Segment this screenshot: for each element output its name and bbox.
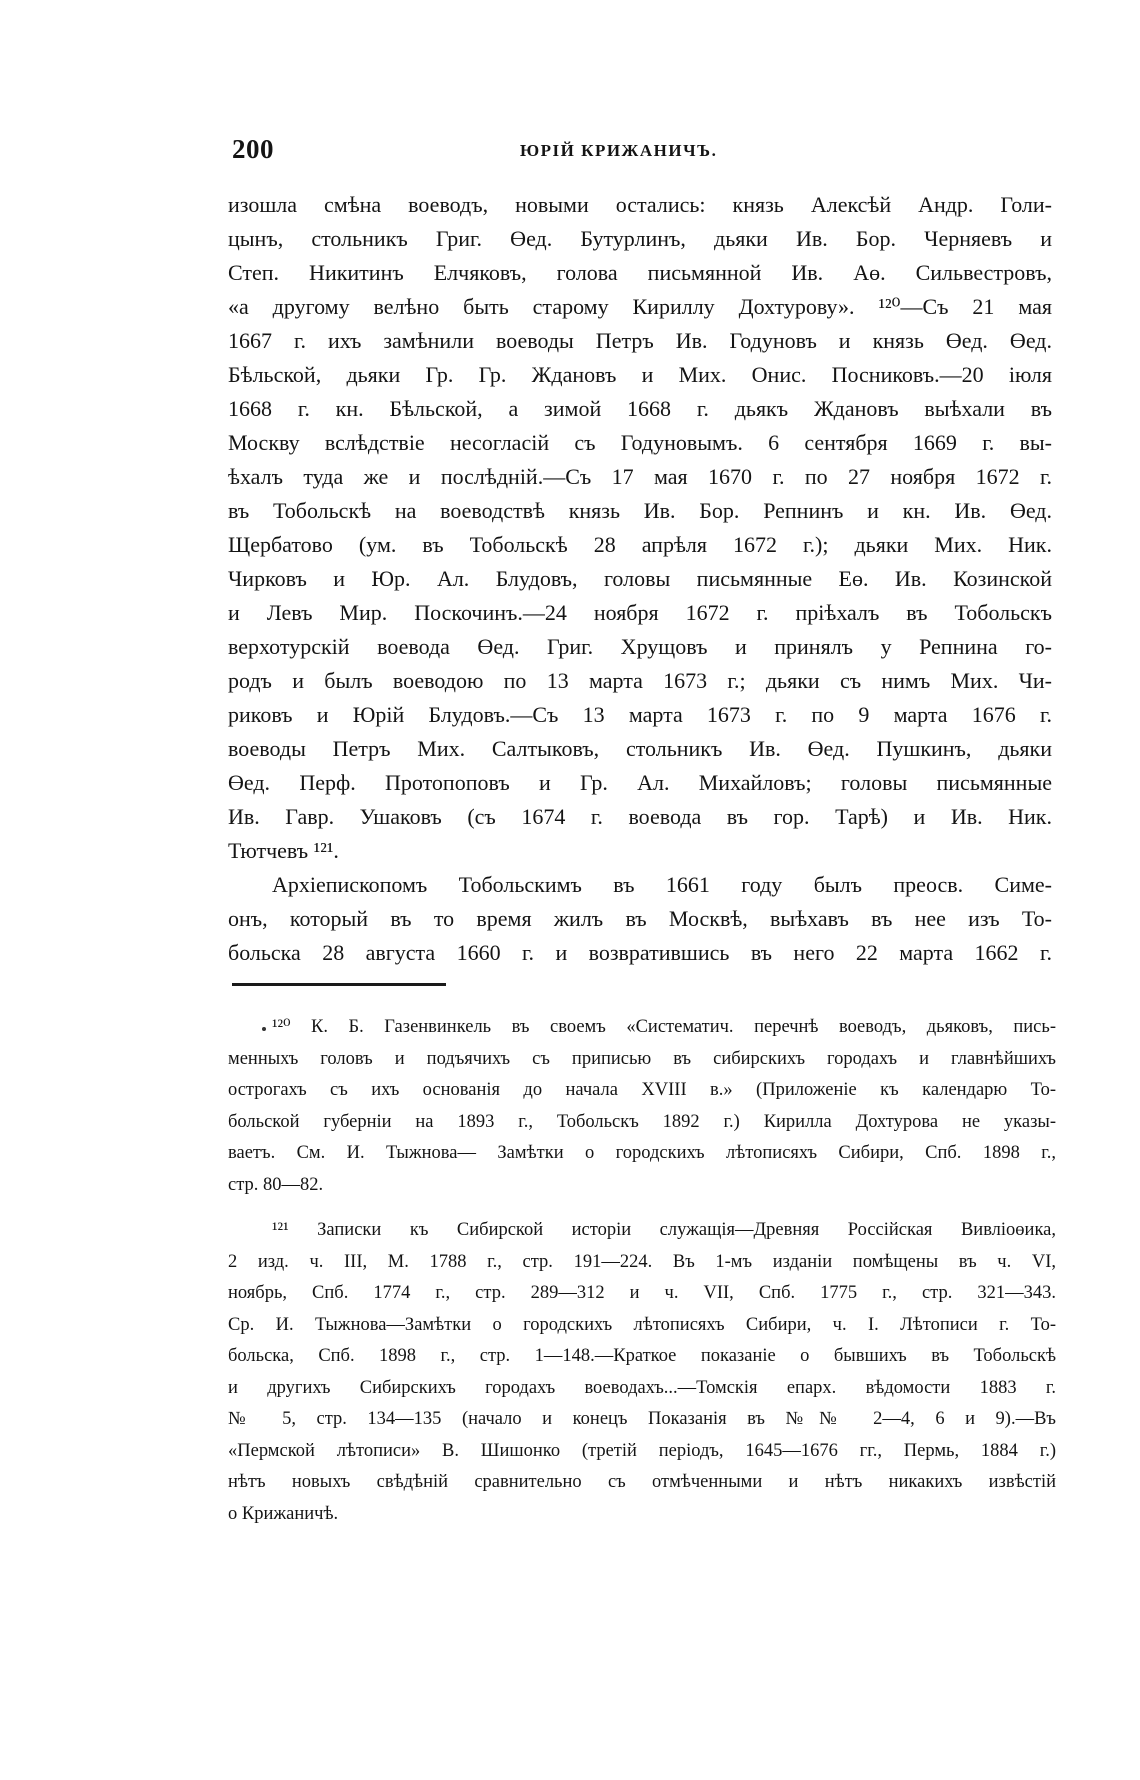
footnote-line: «Пермской лѣтописи» В. Шишонко (третій періодъ, 1645—1676 гг., Пермь, 1884 г.) — [228, 1440, 1056, 1461]
text-line: Чирковъ и Юр. Ал. Блудовъ, головы письмянные Еө. Ив. Козинской — [228, 566, 1052, 591]
footnote-line: больска, Спб. 1898 г., стр. 1—148.—Краткое показаніе о бывшихъ въ Тобольскѣ — [228, 1346, 1056, 1366]
footnote-line: ¹²¹ Записки къ Сибирской исторіи служащія—Древняя Россійская Вивліоөика, — [272, 1220, 1056, 1240]
text-line: больска 28 августа 1660 г. и возвратившись въ него 22 марта 1662 г. — [228, 940, 1052, 965]
text-line: 1667 г. ихъ замѣнили воеводы Петръ Ив. Годуновъ и князь Өед. Өед. — [228, 328, 1052, 353]
footnote-line: острогахъ съ ихъ основанія до начала XVIII в.» (Приложеніе къ календарю То- — [228, 1080, 1056, 1100]
text-line: Москву вслѣдствіе несогласій съ Годуновымъ. 6 сентября 1669 г. вы- — [228, 430, 1052, 455]
text-line: Ив. Гавр. Ушаковъ (съ 1674 г. воевода въ гор. Тарѣ) и Ив. Ник. — [228, 804, 1052, 829]
footnote-line: ваетъ. См. И. Тыжнова— Замѣтки о городскихъ лѣтописяхъ Сибири, Спб. 1898 г., — [228, 1143, 1056, 1163]
text-line: Бѣльской, дьяки Гр. Гр. Ждановъ и Мих. Онис. Посниковъ.—20 іюля — [228, 362, 1052, 387]
text-line: Щербатово (ум. въ Тобольскѣ 28 апрѣля 1672 г.); дьяки Мих. Ник. — [228, 532, 1052, 557]
text-line: Өед. Перф. Протопоповъ и Гр. Ал. Михайловъ; головы письмянные — [228, 770, 1052, 795]
text-line: ѣхалъ туда же и послѣдній.—Съ 17 мая 1670 г. по 27 ноября 1672 г. — [228, 464, 1052, 489]
text-line: онъ, который въ то время жилъ въ Москвѣ, выѣхавъ въ нее изъ То- — [228, 906, 1052, 931]
page-number: 200 — [232, 134, 274, 164]
footnote-line: 2 изд. ч. III, М. 1788 г., стр. 191—224. Въ 1-мъ изданіи помѣщены въ ч. VI, — [228, 1251, 1056, 1272]
footnote-121 — [228, 1215, 1056, 1530]
text-line: воеводы Петръ Мих. Салтыковъ, стольникъ Ив. Өед. Пушкинъ, дьяки — [228, 736, 1052, 761]
footnote-120 — [228, 1012, 1056, 1201]
footnote-line: ноябрь, Спб. 1774 г., стр. 289—312 и ч. VII, Спб. 1775 г., стр. 321—343. — [228, 1283, 1056, 1303]
text-line: цынъ, стольникъ Григ. Өед. Бутурлинъ, дьяки Ив. Бор. Черняевъ и — [228, 226, 1052, 251]
footnote-line: менныхъ головъ и подъячихъ съ приписью въ сибирскихъ городахъ и главнѣйшихъ — [228, 1048, 1056, 1069]
main-text — [228, 188, 1052, 970]
footnote-line: ¹²⁰ К. Б. Газенвинкель въ своемъ «Систематич. перечнѣ воеводъ, дьяковъ, пись- — [272, 1017, 1056, 1037]
footnote-line: больской губерніи на 1893 г., Тобольскъ 1892 г.) Кирилла Дохтурова не указы- — [228, 1111, 1056, 1132]
footnotes — [228, 1012, 1056, 1530]
footnote-line: стр. 80—82. — [228, 1174, 324, 1195]
page-header — [232, 134, 1052, 168]
text-line: Степ. Никитинъ Елчяковъ, голова письмянной Ив. Аө. Сильвестровъ, — [228, 260, 1052, 285]
footnote-line: нѣтъ новыхъ свѣдѣній сравнительно съ отмѣченными и нѣтъ никакихъ извѣстій — [228, 1472, 1056, 1492]
footnote-line: о Крижаничѣ. — [228, 1503, 339, 1524]
text-line: изошла смѣна воеводъ, новыми остались: князь Алексѣй Андр. Голи- — [228, 192, 1052, 217]
text-line: въ Тобольскѣ на воеводствѣ князь Ив. Бор. Репнинъ и кн. Ив. Өед. — [228, 498, 1052, 523]
text-line: Тютчевъ ¹²¹. — [228, 838, 339, 863]
text-line: 1668 г. кн. Бѣльской, а зимой 1668 г. дьякъ Ждановъ выѣхали въ — [228, 396, 1052, 421]
text-line: Архіепископомъ Тобольскимъ въ 1661 году былъ преосв. Симе- — [272, 872, 1052, 897]
text-line: «а другому велѣно быть старому Кириллу Дохтурову». ¹²⁰—Съ 21 мая — [228, 294, 1052, 319]
text-line: родъ и былъ воеводою по 13 марта 1673 г.; дьяки съ нимъ Мих. Чи- — [228, 668, 1052, 693]
footnote-line: и другихъ Сибирскихъ городахъ воеводахъ...—Томскія епарх. вѣдомости 1883 г. — [228, 1377, 1056, 1398]
text-line: верхотурскій воевода Өед. Григ. Хрущовъ и принялъ у Репнина го- — [228, 634, 1052, 659]
text-line: риковъ и Юрій Блудовъ.—Съ 13 марта 1673 г. по 9 марта 1676 г. — [228, 702, 1052, 727]
text-line: и Левъ Мир. Поскочинъ.—24 ноября 1672 г. пріѣхалъ въ Тобольскъ — [228, 600, 1052, 625]
footnote-line: Ср. И. Тыжнова—Замѣтки о городскихъ лѣтописяхъ Сибири, ч. I. Лѣтописи г. То- — [228, 1314, 1056, 1335]
footnote-line: № 5, стр. 134—135 (начало и конецъ Показанія въ №№ 2—4, 6 и 9).—Въ — [228, 1409, 1056, 1429]
running-head: ЮРІЙ КРИЖАНИЧЪ. — [520, 141, 718, 160]
footnote-separator — [232, 983, 446, 986]
